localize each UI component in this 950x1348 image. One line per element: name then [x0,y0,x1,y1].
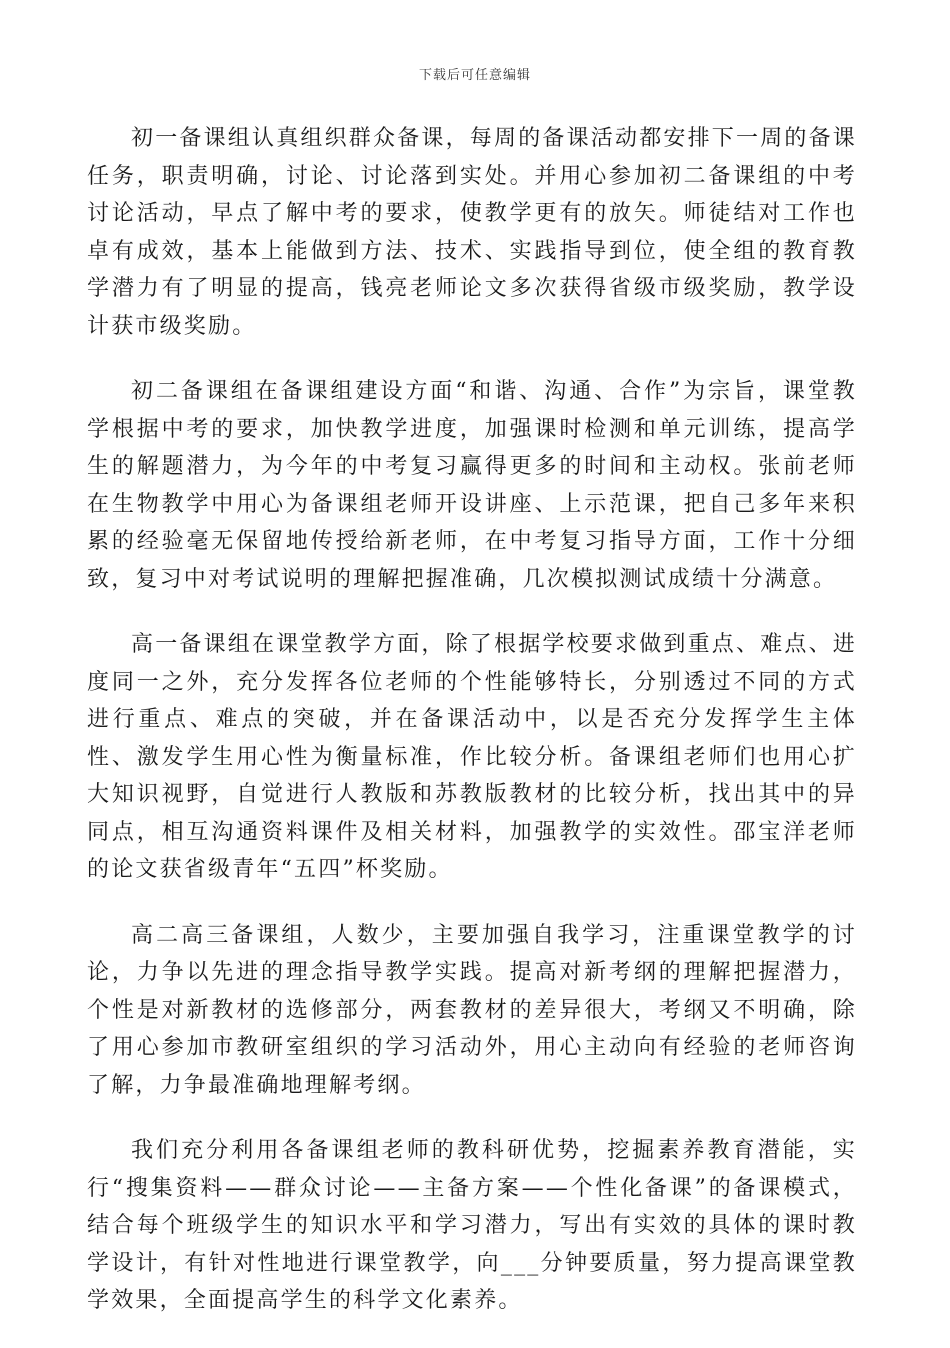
paragraph-grade8-group: 初二备课组在备课组建设方面“和谐、沟通、合作”为宗旨，课堂教学根据中考的要求，加快教学进度，加强课时检测和单元训练，提高学生的解题潜力，为今年的中考复习赢得更多的时间和主动权。张前老师在生物教学中用心为备课组老师开设讲座、上示范课，把自己多年来积累的经验毫无保留地传授给新老师，在中考复习指导方面，工作十分细致，复习中对考试说明的理解把握准确，几次模拟测试成绩十分满意。 [87,379,857,592]
paragraph-senior2-3-group: 高二高三备课组，人数少，主要加强自我学习，注重课堂教学的讨论，力争以先进的理念指导教学实践。提高对新考纲的理解把握潜力，个性是对新教材的选修部分，两套教材的差异很大，考纲又不明确，除了用心参加市教研室组织的学习活动外，用心主动向有经验的老师咨询了解，力争最准确地理解考纲。 [87,922,857,1098]
paragraph-summary: 我们充分利用各备课组老师的教科研优势，挖掘素养教育潜能，实行“搜集资料——群众讨论——主备方案——个性化备课”的备课模式，结合每个班级学生的知识水平和学习潜力，写出有实效的具体的课时教学设计，有针对性地进行课堂教学，向___分钟要质量，努力提高课堂教学效果，全面提高学生的科学文化素养。 [87,1138,857,1313]
paragraph-grade7-group: 初一备课组认真组织群众备课，每周的备课活动都安排下一周的备课任务，职责明确，讨论、讨论落到实处。并用心参加初二备课组的中考讨论活动，早点了解中考的要求，使教学更有的放矢。师徒结对工作也卓有成效，基本上能做到方法、技术、实践指导到位，使全组的教育教学潜力有了明显的提高，钱亮老师论文多次获得省级市级奖励，教学设计获市级奖励。 [87,126,858,339]
document-body [87,120,857,1348]
page-header: 下载后可任意编辑 [418,68,531,83]
paragraph-senior1-group: 高一备课组在课堂教学方面，除了根据学校要求做到重点、难点、进度同一之外，充分发挥各位老师的个性能够特长，分别透过不同的方式进行重点、难点的突破，并在备课活动中，以是否充分发挥学生主体性、激发学生用心性为衡量标准，作比较分析。备课组老师们也用心扩大知识视野，自觉进行人教版和苏教版教材的比较分析，找出其中的异同点，相互沟通资料课件及相关材料，加强教学的实效性。邵宝洋老师的论文获省级青年“五四”杯奖励。 [87,632,858,882]
